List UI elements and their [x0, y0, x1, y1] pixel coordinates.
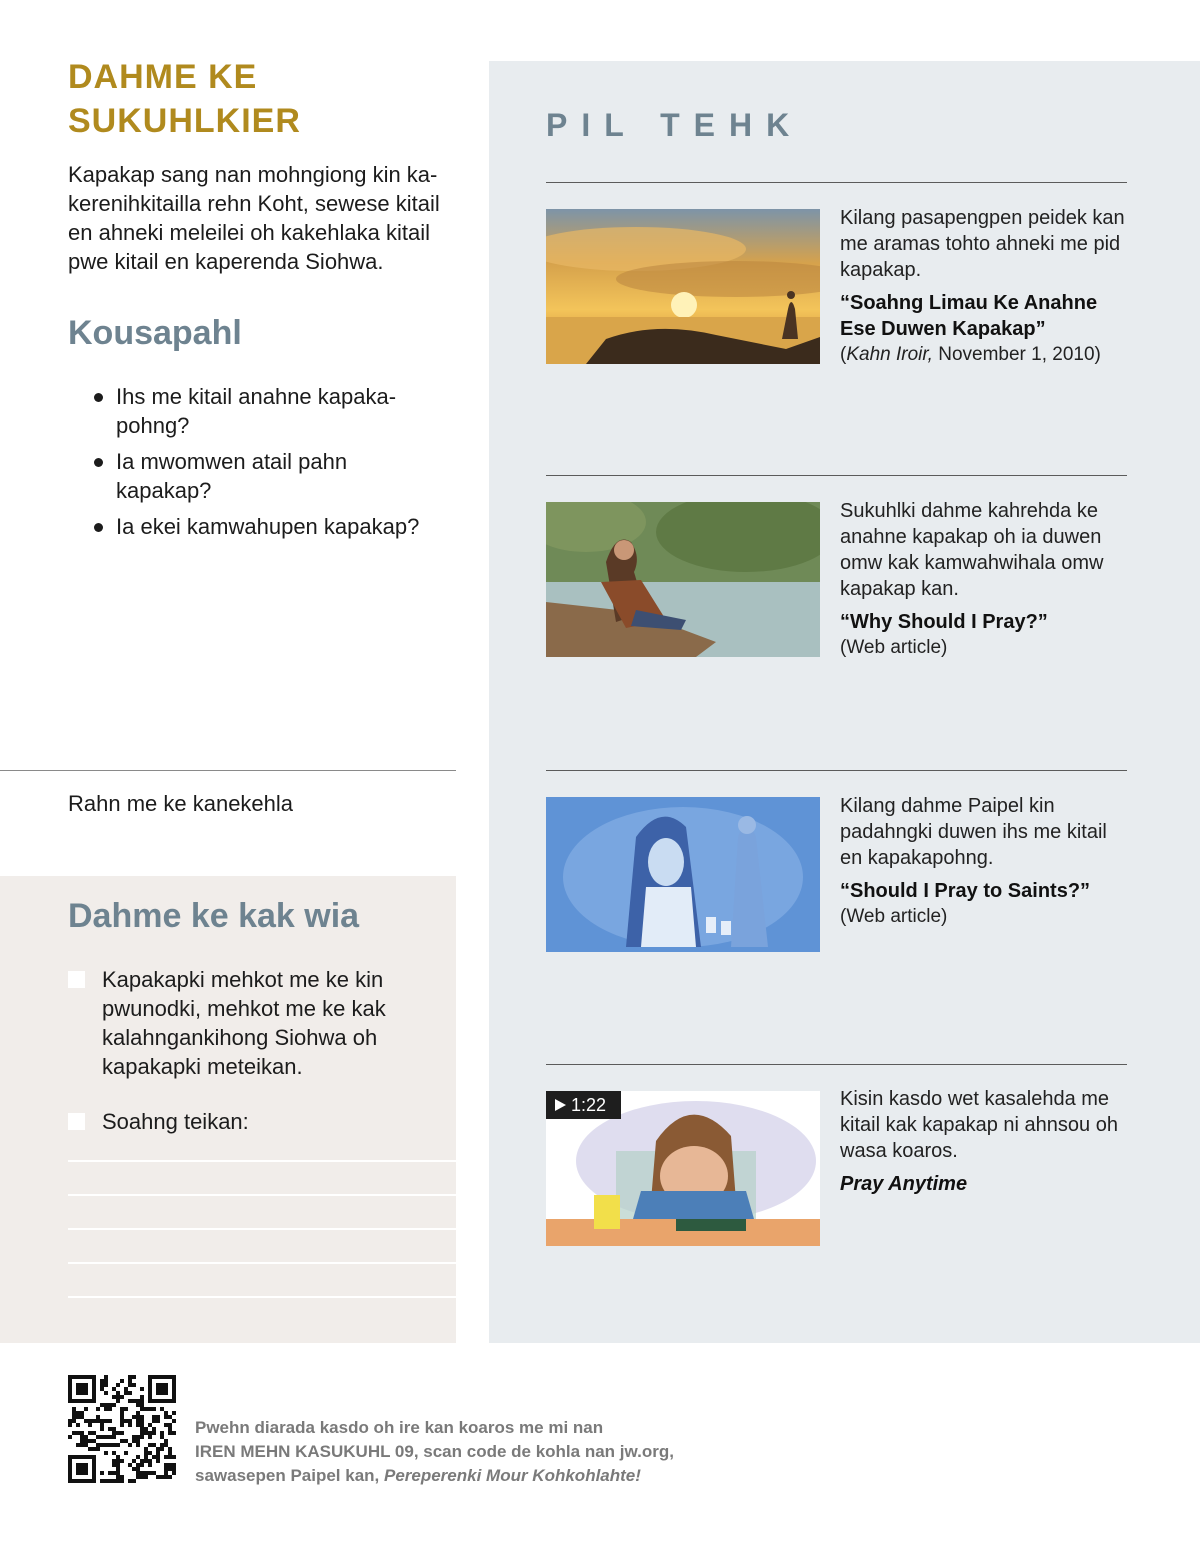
footer-book-title: Pereperenki Mour Kohkohlahte!	[383, 1466, 641, 1485]
resource-source: (Web article)	[840, 906, 948, 927]
summary-text: Kapakap sang nan mohngiong kin kakerenihkitailla rehn Koht, sewese kitail en ahneki meleilei oh kakehlaka kitail pwe kitail en kaperenda Siohwa.	[68, 162, 440, 274]
task-item-text: Soahng teikan:	[102, 1109, 249, 1134]
video-duration-badge	[546, 1091, 621, 1119]
sunset-woman-image[interactable]	[546, 209, 820, 364]
resource-source	[840, 342, 1130, 368]
writing-line[interactable]	[68, 1160, 456, 1162]
resource-divider	[546, 475, 1127, 476]
more-heading: PIL TEHK	[546, 107, 804, 143]
resource-description: Kilang pasapengpen peidek kan me aramas tohto ahneki me pid kapakap.	[840, 207, 1125, 281]
resource-title[interactable]: “Soahng Limau Ke Anahne Ese Duwen Kapakap”	[840, 292, 1098, 340]
bullet-icon	[94, 523, 103, 532]
task-item[interactable]	[68, 1107, 428, 1136]
resource-divider	[546, 1064, 1127, 1065]
footer-line: IREN MEHN KASUKUHL 09, scan code de kohla nan jw.org,	[195, 1442, 674, 1461]
bullet-icon	[94, 458, 103, 467]
review-heading: Kousapahl	[68, 314, 242, 352]
review-item-text: Ia ekei kamwahupen kapakap?	[116, 514, 420, 539]
task-item[interactable]	[68, 965, 428, 1081]
writing-line[interactable]	[68, 1296, 456, 1298]
resource-text	[840, 205, 1130, 368]
footer-line: Pwehn diarada kasdo oh ire kan koaros me mi nan	[195, 1418, 604, 1437]
review-item	[94, 382, 434, 440]
review-item-text: Ia mwomwen atail pahn kapakap?	[116, 449, 348, 503]
woman-praying-statue-image[interactable]	[546, 797, 820, 952]
bullet-icon	[94, 393, 103, 402]
source-publication: Kahn Iroir,	[846, 344, 933, 365]
play-icon[interactable]	[555, 1099, 566, 1111]
review-item-text: Ihs me kitail anahne kapakapohng?	[116, 384, 397, 438]
resource-divider	[546, 182, 1127, 183]
footer-line: sawasepen Paipel kan,	[195, 1466, 384, 1485]
resource-text	[840, 1086, 1130, 1197]
footer-text	[195, 1416, 715, 1488]
review-item	[94, 512, 434, 541]
resource-description: Kisin kasdo wet kasalehda me kitail kak kapakap ni ahnsou oh wasa koaros.	[840, 1088, 1118, 1162]
source-bracket: (	[840, 344, 847, 365]
checkbox-icon[interactable]	[68, 971, 85, 988]
resource-description: Kilang dahme Paipel kin padahngki duwen ihs me kitail en kapakapohng.	[840, 795, 1107, 869]
review-item	[94, 447, 434, 505]
summary-title: DAHME KE SUKUHLKIER	[68, 58, 301, 140]
task-heading: Dahme ke kak wia	[68, 897, 360, 935]
review-list	[94, 382, 434, 548]
writing-line[interactable]	[68, 1262, 456, 1264]
resource-divider	[546, 770, 1127, 771]
boy-praying-video[interactable]	[546, 1091, 820, 1246]
resource-text	[840, 793, 1130, 930]
video-duration: 1:22	[571, 1095, 607, 1115]
source-date: November 1, 2010)	[932, 344, 1101, 365]
notes-divider	[0, 770, 456, 771]
woman-by-river-image[interactable]	[546, 502, 820, 657]
completion-date-label: Rahn me ke kanekehla	[68, 791, 294, 816]
qr-code-icon[interactable]	[68, 1375, 176, 1483]
writing-line[interactable]	[68, 1228, 456, 1230]
writing-line[interactable]	[68, 1194, 456, 1196]
resource-title[interactable]: Pray Anytime	[840, 1173, 968, 1195]
resource-description: Sukuhlki dahme kahrehda ke anahne kapakap oh ia duwen omw kak kamwahwihala omw kapakap kan.	[840, 500, 1104, 600]
resource-title[interactable]: “Why Should I Pray?”	[840, 611, 1048, 633]
resource-text	[840, 498, 1130, 661]
resource-source: (Web article)	[840, 637, 948, 658]
resource-title[interactable]: “Should I Pray to Saints?”	[840, 880, 1091, 902]
checkbox-icon[interactable]	[68, 1113, 85, 1130]
task-item-text: Kapakapki mehkot me ke kin pwunodki, mehkot me ke kak kalahngankihong Siohwa oh kapakapki meteikan.	[102, 967, 386, 1079]
